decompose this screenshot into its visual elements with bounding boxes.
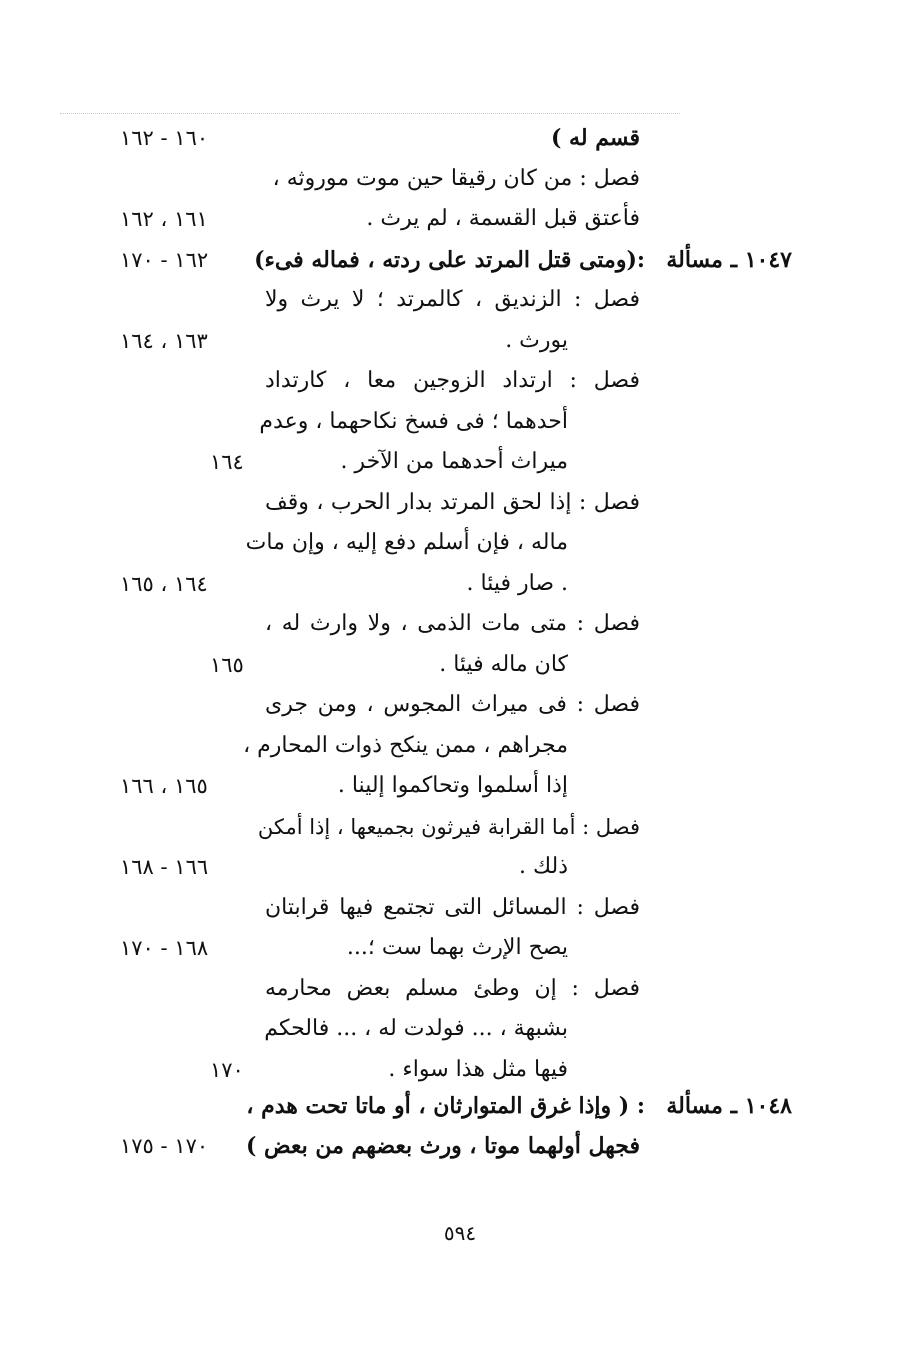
entry-text: ماله ، فإن أسلم دفع إليه ، وإن مات [245,530,568,555]
entry-text: مجراهم ، ممن ينكح ذوات المحارم ، [243,733,568,758]
index-row [120,1009,800,1049]
page-ref: ١٦٠ - ١٦٢ [120,126,209,150]
index-row [120,321,800,361]
page-number: ٥٩٤ [443,1221,477,1245]
page-ref: ١٦٦ - ١٦٨ [120,855,209,879]
entry-text: إذا أسلموا وتحاكموا إلينا . [337,773,568,798]
entry-text: كان ماله فيئا . [439,652,568,677]
masala-row [120,240,800,280]
page-ref: ١٦٥ [210,653,244,677]
entry-text: أحدهما ؛ فى فسخ نكاحهما ، وعدم [259,409,568,434]
entry-text: فصل : ارتداد الزوجين معا ، كارتداد [265,368,640,393]
index-row [120,159,800,199]
page-ref: ١٦٣ ، ١٦٤ [120,329,208,353]
index-row [120,1050,800,1090]
masala-number: ١٠٤٧ ـ مسألة [666,247,792,273]
entry-text: فصل : أما القرابة فيرثون بجميعها ، إذا أمكن [257,815,640,839]
index-row [120,442,800,482]
page-ref: ١٧٠ [210,1058,244,1082]
index-row [120,523,800,563]
page-ref: ١٦٤ [210,450,244,474]
page-ref: ١٦٥ ، ١٦٦ [120,774,208,798]
masala-number: ١٠٤٨ ـ مسألة [666,1093,792,1119]
index-row [120,685,800,725]
entry-text: فصل : متى مات الذمى ، ولا وارث له ، [265,611,640,636]
index-row [120,807,800,847]
index-row [120,969,800,1009]
page-ref: ١٦٢ - ١٧٠ [120,248,209,272]
entry-text: : ( وإذا غرق المتوارثان ، أو ماتا تحت هدم ، [246,1093,645,1119]
index-row [120,928,800,968]
index-row [120,402,800,442]
entry-text: فصل : من كان رقيقا حين موت موروثه ، [272,166,640,191]
entry-text: . صار فيئا . [466,571,568,596]
index-row [120,766,800,806]
entry-text: بشبهة ، ... فولدت له ، ... فالحكم [264,1016,568,1041]
index-row [120,726,800,766]
entry-text: قسم له ) [550,125,640,151]
page-ref: ١٦١ ، ١٦٢ [120,207,208,231]
entry-text: فصل : إن وطئ مسلم بعض محارمه [265,976,640,1001]
index-row [120,118,800,158]
index-row [120,483,800,523]
entry-text: فصل : إذا لحق المرتد بدار الحرب ، وقف [265,490,640,515]
entry-text: فصل : فى ميراث المجوس ، ومن جرى [265,692,640,717]
index-row [120,564,800,604]
index-row [120,888,800,928]
index-row [120,847,800,887]
entry-text: يصح الإرث بهما ست ؛... [346,935,568,960]
page-ref: ١٦٤ ، ١٦٥ [120,572,208,596]
page-ref: ١٧٠ - ١٧٥ [120,1134,209,1158]
entry-text: فجهل أولهما موتا ، ورث بعضهم من بعض ) [245,1133,640,1159]
entry-text: فأعتق قبل القسمة ، لم يرث . [366,206,640,231]
header-rule [60,113,680,114]
entry-text: يورث . [505,328,568,353]
entry-text: :(ومتى قتل المرتد على ردته ، فماله فىء) [254,247,645,273]
index-row [120,604,800,644]
entry-text: ذلك . [518,854,568,879]
masala-row [120,1086,800,1126]
entry-text: فصل : المسائل التى تجتمع فيها قرابتان [265,895,640,920]
index-row [120,645,800,685]
entry-text: فصل : الزنديق ، كالمرتد ؛ لا يرث ولا [265,287,640,312]
page-ref: ١٦٨ - ١٧٠ [120,936,209,960]
index-row [120,1126,800,1166]
entry-text: ميراث أحدهما من الآخر . [340,449,568,474]
index-row [120,361,800,401]
index-row [120,280,800,320]
entry-text: فيها مثل هذا سواء . [388,1057,568,1082]
index-row [120,199,800,239]
